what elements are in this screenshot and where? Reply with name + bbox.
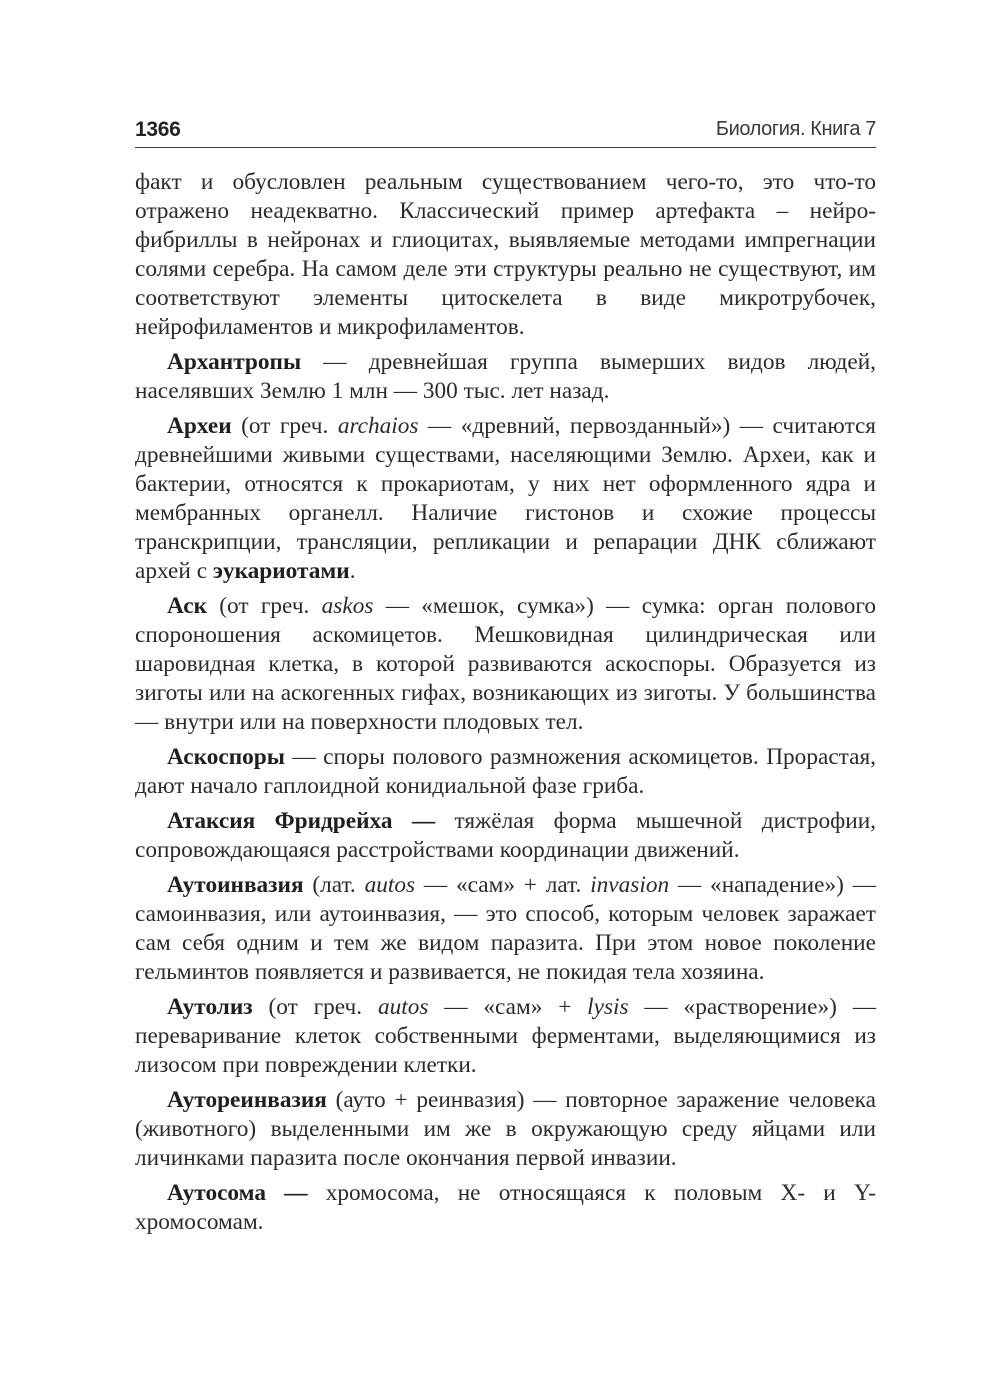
entry-foreign-word: autos xyxy=(377,994,429,1020)
entry-term: Архантропы xyxy=(167,349,302,375)
entry-text: (ауто + реинвазия) — повторное заражение человека (животного) выделенными им же в окружающую среду яйцами или личинками паразита после окончания первой инвазии. xyxy=(135,1087,876,1171)
entry-term: Аутореинвазия xyxy=(167,1087,327,1113)
entry-text: — споры полового размножения аскомицетов. Прорастая, дают начало гаплоидной конидиальной фазе гриба. xyxy=(135,744,876,799)
page-number: 1366 xyxy=(135,118,181,141)
entry-term: Аутоинвазия xyxy=(167,872,304,898)
glossary-entry-autosome xyxy=(135,1179,876,1237)
entry-text: . xyxy=(349,558,356,584)
entry-foreign-word: lysis xyxy=(587,994,629,1020)
entry-text: — «растворение») — переваривание клеток собственными ферментами, выделяющимися из лизосом при повреждении клетки. xyxy=(135,994,876,1078)
entry-text: (лат. xyxy=(303,872,365,898)
entry-foreign-word: invasion xyxy=(590,872,670,898)
glossary-entry-ascospores xyxy=(135,743,876,801)
entry-text: хромосома, не относящаяся к половым X- и Y-хромосомам. xyxy=(135,1180,876,1235)
text-body xyxy=(135,168,876,1237)
entry-text: — «сам» + лат. xyxy=(415,872,591,898)
running-title: Биология. Книга 7 xyxy=(715,118,876,140)
entry-text: (от греч. xyxy=(207,593,322,619)
glossary-entry-autoinvasion xyxy=(135,871,876,987)
entry-text: (от греч. xyxy=(252,994,378,1020)
glossary-entry-archaea xyxy=(135,412,876,586)
entry-text: (от греч. xyxy=(231,413,338,439)
glossary-entry-ascus xyxy=(135,592,876,737)
glossary-entry-friedreich-ataxia xyxy=(135,807,876,865)
glossary-entry-autoreinvasion xyxy=(135,1086,876,1173)
entry-foreign-word: askos xyxy=(321,593,374,619)
entry-term: Аутосома — xyxy=(167,1180,308,1206)
entry-term: Археи xyxy=(167,413,232,439)
entry-cross-reference: эукариотами xyxy=(212,558,350,584)
entry-foreign-word: autos xyxy=(364,872,416,898)
entry-text: — «сам» + xyxy=(428,994,588,1020)
entry-text: — «нападение») — самоинвазия, или аутоинвазия, — это способ, которым человек заражает сам себя одним и тем же видом паразита. При этом новое поколение гельминтов появляется и развивается, не покидая тела хозяина. xyxy=(135,872,876,985)
entry-term: Аскоспоры xyxy=(167,744,285,770)
entry-text: тяжёлая форма мышечной дистрофии, сопровождающаяся расстройствами координации движений. xyxy=(135,808,876,863)
glossary-entry-archanthropes xyxy=(135,348,876,406)
entry-term: Атаксия Фридрейха — xyxy=(167,808,436,834)
entry-text: — «древний, первозданный») — считаются древнейшими живыми существами, населяющими Землю. Археи, как и бактерии, относятся к прокариотам, у них нет оформленного ядра и мембранных органелл. Наличие гистонов и схожие процессы транскрипции, трансляции, репликации и репарации ДНК сближают архей с xyxy=(135,413,876,584)
entry-text: — «мешок, сумка») — сумка: орган полового спороношения аскомицетов. Мешковидная цилиндрическая или шаровидная клетка, в которой развиваются аскоспоры. Образуется из зиготы или на аскогенных гифах, возникающих из зиготы. У большинства — внутри или на поверхности плодовых тел. xyxy=(135,593,876,735)
entry-term: Аутолиз xyxy=(167,994,253,1020)
entry-term: Аск xyxy=(167,593,208,619)
page-header xyxy=(135,115,876,148)
continuation-paragraph: факт и обусловлен реальным существованием чего-то, это что-то отражено неадекватно. Классический пример артефакта – нейрофибриллы в нейронах и глиоцитах, выявляемые методами импрегнации солями серебра. На самом деле эти структуры реально не существуют, им соответствуют элементы цитоскелета в виде микротрубочек, нейрофиламентов и микрофиламентов. xyxy=(135,169,876,340)
glossary-entry-autolysis xyxy=(135,993,876,1080)
entry-foreign-word: archaios xyxy=(337,413,419,439)
entry-text: — древнейшая группа вымерших видов людей, населявших Землю 1 млн — 300 тыс. лет назад. xyxy=(135,349,876,404)
